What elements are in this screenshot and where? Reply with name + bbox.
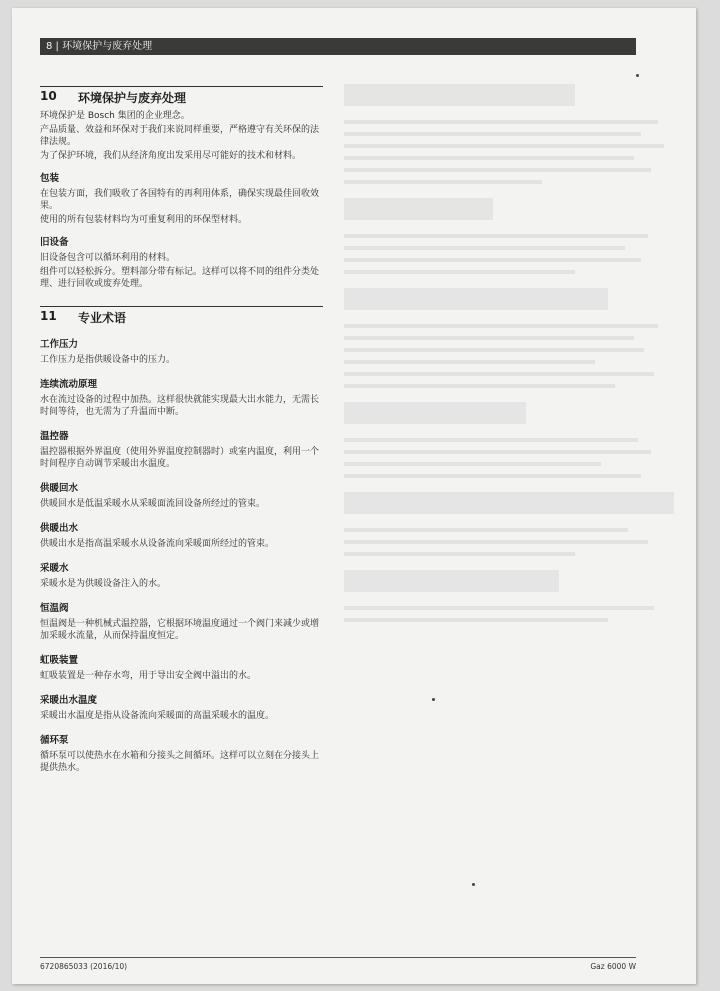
term-description: 采暖水是为供暖设备注入的水。: [40, 579, 167, 589]
section-number: 11: [40, 309, 57, 323]
term-heading: 恒温阀: [40, 603, 69, 614]
paragraph: 旧设备包含可以循环利用的材料。: [40, 253, 176, 263]
paragraph: 在包装方面，我们吸收了各国特有的再利用体系，确保实现最佳回收效果。: [40, 189, 320, 211]
main-content: [40, 86, 323, 776]
term-description: 采暖出水温度是指从设备流向采暖面的高温采暖水的温度。: [40, 711, 275, 721]
term-description: 虹吸装置是一种存水弯，用于导出安全阀中溢出的水。: [40, 671, 257, 681]
term-description: 温控器根据外界温度（使用外界温度控制器时）或室内温度，利用一个时间程序自动调节采暖出水温度。: [40, 447, 320, 469]
term-description: 供暖回水是低温采暖水从采暖面流回设备所经过的管束。: [40, 499, 266, 509]
term-description: 工作压力是指供暖设备中的压力。: [40, 355, 176, 365]
term-heading: 连续流动原理: [40, 379, 98, 390]
show-through-background: [344, 70, 674, 930]
header-title: 8 | 环境保护与废弃处理: [46, 41, 153, 52]
speck-mark: [636, 74, 639, 77]
product-name: Gaz 6000 W: [590, 962, 636, 971]
term-description: 供暖出水是指高温采暖水从设备流向采暖面所经过的管束。: [40, 539, 275, 549]
subheading-old-equipment: 旧设备: [40, 237, 69, 248]
speck-mark: [432, 698, 435, 701]
term-description: 水在流过设备的过程中加热。这样很快就能实现最大出水能力，无需长时间等待，也无需为了升温而中断。: [40, 395, 320, 417]
paragraph: 环境保护是 Bosch 集团的企业理念。: [40, 111, 190, 121]
term-heading: 供暖回水: [40, 483, 79, 494]
paragraph: 为了保护环境，我们从经济角度出发采用尽可能好的技术和材料。: [40, 151, 302, 161]
term-heading: 虹吸装置: [40, 655, 79, 666]
term-heading: 采暖水: [40, 563, 69, 574]
term-heading: 工作压力: [40, 339, 79, 350]
subheading-packaging: 包装: [40, 173, 60, 184]
speck-mark: [472, 883, 475, 886]
term-description: 循环泵可以使热水在水箱和分接头之间循环。这样可以立刻在分接头上提供热水。: [40, 751, 320, 773]
paragraph: 产品质量、效益和环保对于我们来说同样重要，严格遵守有关环保的法律法规。: [40, 125, 320, 147]
section-11-heading: [40, 306, 323, 326]
term-heading: 温控器: [40, 431, 69, 442]
page-footer: [40, 957, 636, 971]
paragraph: 组件可以轻松拆分。塑料部分带有标记。这样可以将不同的组件分类处理、进行回收或废弃处理。: [40, 267, 320, 289]
term-description: 恒温阀是一种机械式温控器，它根据环境温度通过一个阀门来减少或增加采暖水流量，从而保持温度恒定。: [40, 619, 320, 641]
paragraph: 使用的所有包装材料均为可重复利用的环保型材料。: [40, 215, 248, 225]
section-title: 环境保护与废弃处理: [78, 91, 187, 105]
term-heading: 循环泵: [40, 735, 69, 746]
page-header: [40, 38, 636, 55]
term-heading: 采暖出水温度: [40, 695, 98, 706]
section-10-heading: [40, 86, 323, 106]
term-heading: 供暖出水: [40, 523, 79, 534]
document-number: 6720865033 (2016/10): [40, 962, 128, 971]
section-number: 10: [40, 89, 57, 103]
section-title: 专业术语: [78, 311, 127, 325]
